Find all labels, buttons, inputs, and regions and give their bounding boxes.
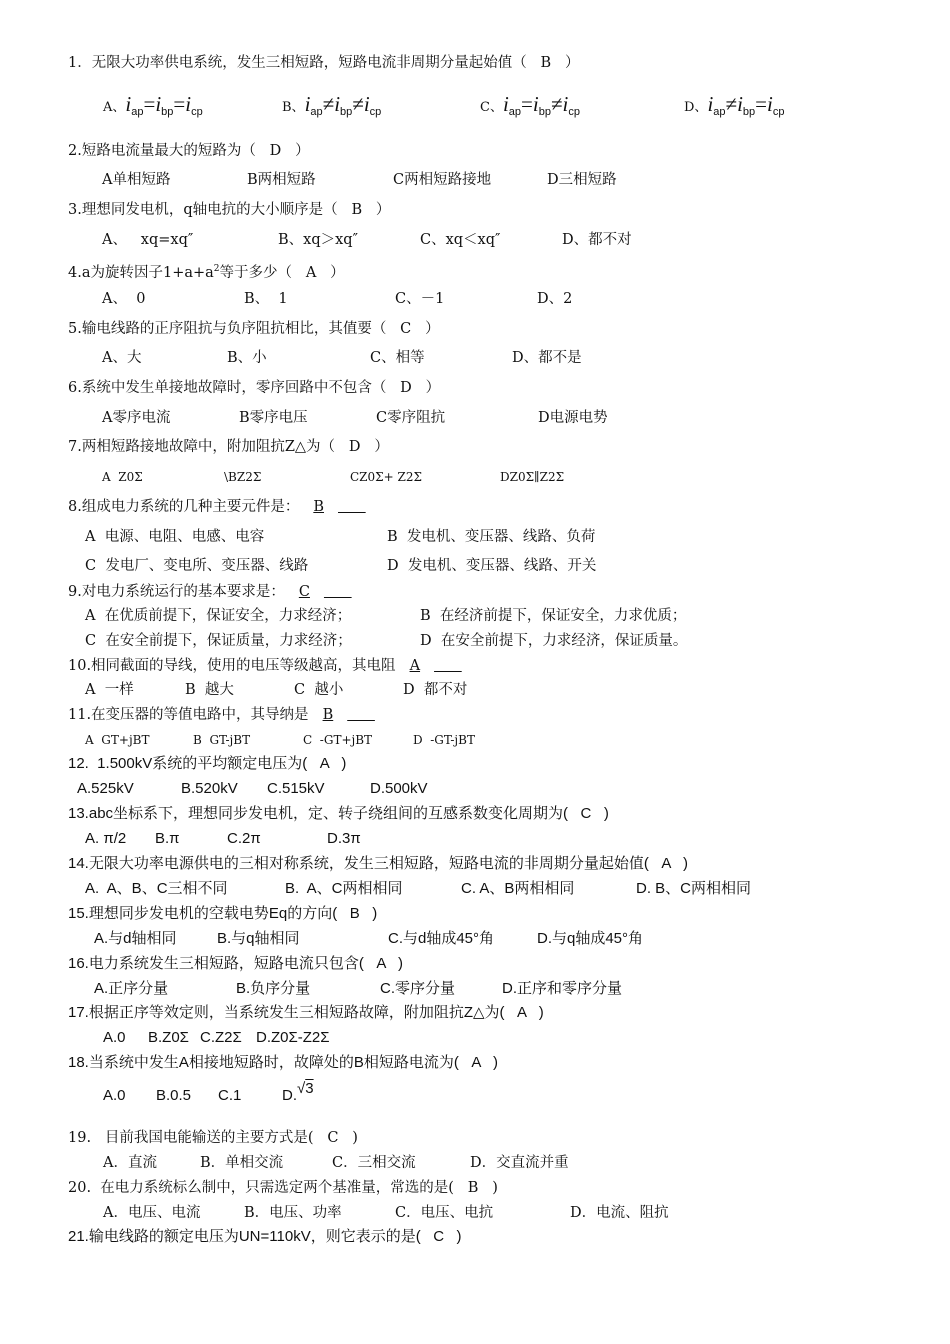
option-b: B. A、C两相相同 <box>285 880 403 897</box>
question-text: 2.短路电流量最大的短路为（ D ） <box>68 143 310 159</box>
question-16-options <box>0 979 950 1003</box>
option-c: C.1 <box>218 1087 242 1104</box>
question-13-options <box>0 829 950 853</box>
question-text: 9.对电力系统运行的基本要求是： C <box>68 582 352 602</box>
question-18 <box>0 1053 950 1077</box>
option-d: D三相短路 <box>547 172 617 188</box>
question-20 <box>0 1178 950 1202</box>
option-c: C.Z2Σ <box>200 1029 242 1046</box>
option-d: D -GT-jBT <box>413 733 475 747</box>
question-15-options <box>0 929 950 953</box>
option-c: C.515kV <box>267 780 325 797</box>
question-text: 11.在变压器的等值电路中，其导纳是 B <box>68 705 375 725</box>
option-a: A 电源、电阻、电感、电容 <box>85 529 265 545</box>
answer-blank: C <box>298 584 310 600</box>
question-8-options-2 <box>0 556 950 580</box>
option-a: A.525kV <box>77 780 134 797</box>
question-18-options <box>0 1080 950 1110</box>
option-c: C.与d轴成45°角 <box>388 930 495 947</box>
question-text: 17.根据正序等效定则，当系统发生三相短路故障，附加阻抗Z△为( A ) <box>68 1004 544 1021</box>
question-7-options <box>0 467 950 491</box>
option-c: C 越小 <box>294 682 344 698</box>
option-d: D、2 <box>537 291 573 307</box>
option-d: D、$i_{ap}\ne i_{bp}=i_{cp}$ <box>684 92 785 118</box>
question-2-options <box>0 170 950 194</box>
option-a: A、大 <box>102 350 142 366</box>
question-8-options <box>0 527 950 551</box>
option-c: C 发电厂、变电所、变压器、线路 <box>85 558 309 574</box>
option-b: B、小 <box>227 350 267 366</box>
option-b: B两相短路 <box>247 172 316 188</box>
question-text: 12. 1.500kV系统的平均额定电压为( A ) <box>68 755 347 772</box>
option-c: C.零序分量 <box>380 980 456 997</box>
question-text: 10.相同截面的导线，使用的电压等级越高，其电阻 A <box>68 656 462 676</box>
question-text: 20. 在电力系统标么制中，只需选定两个基准量，常选的是( B ) <box>68 1180 498 1196</box>
option-d: DZ0Σ∥Z2Σ <box>500 470 565 484</box>
option-b: B零序电压 <box>239 410 308 426</box>
question-1-options <box>0 84 950 118</box>
question-3-options <box>0 230 950 254</box>
option-d: D．交直流并重 <box>470 1155 569 1171</box>
option-b: B GT-jBT <box>193 733 251 747</box>
question-6 <box>0 378 950 402</box>
answer-blank: A <box>409 658 421 674</box>
option-d: D、都不对 <box>562 232 632 248</box>
question-text: 5.输电线路的正序阻抗与负序阻抗相比，其值要（ C ） <box>68 321 440 337</box>
option-b: B.0.5 <box>156 1087 192 1104</box>
question-10-options <box>0 680 950 704</box>
option-d: D.500kV <box>370 780 428 797</box>
question-8 <box>0 497 950 521</box>
option-c: C -GT+jBT <box>303 733 373 747</box>
option-a: A 一样 <box>85 682 134 698</box>
question-20-options <box>0 1203 950 1227</box>
option-d: D.√3 <box>282 1080 314 1104</box>
option-b: \BZ2Σ <box>224 470 262 484</box>
question-5-options <box>0 348 950 372</box>
option-c: C. A、B两相相同 <box>461 880 575 897</box>
option-d: D 在安全前提下，力求经济，保证质量。 <box>420 633 688 649</box>
question-17 <box>0 1003 950 1027</box>
option-b: B.Z0Σ <box>148 1029 189 1046</box>
option-c: C、xq＜xq″ <box>420 232 501 248</box>
option-c: C、$i_{ap}=i_{bp}\ne i_{cp}$ <box>480 92 580 118</box>
answer-blank: B <box>322 707 334 723</box>
option-b: B.π <box>155 830 180 847</box>
option-c: C、相等 <box>370 350 425 366</box>
option-c: C两相短路接地 <box>393 172 492 188</box>
question-text: 3.理想同发电机，q轴电抗的大小顺序是（ B ） <box>68 202 391 218</box>
option-d: D.Z0Σ-Z2Σ <box>256 1029 330 1046</box>
option-a: A单相短路 <box>102 172 171 188</box>
option-a: A.0 <box>103 1029 126 1046</box>
answer-blank: B <box>313 499 324 515</box>
question-12-options <box>0 779 950 803</box>
question-14-options <box>0 879 950 903</box>
option-a: A.正序分量 <box>94 980 169 997</box>
option-c: C.2π <box>227 830 261 847</box>
option-b: B、$i_{ap}\ne i_{bp}\ne i_{cp}$ <box>282 92 382 118</box>
question-text: 13.abc坐标系下，理想同步发电机，定、转子绕组间的互感系数变化周期为( C ) <box>68 805 609 822</box>
question-16 <box>0 954 950 978</box>
question-text: 7.两相短路接地故障中，附加阻抗Z△为（ D ） <box>68 439 389 455</box>
option-d: D、都不是 <box>512 350 582 366</box>
question-4-options <box>0 289 950 313</box>
question-5 <box>0 319 950 343</box>
question-19 <box>0 1128 950 1152</box>
option-b: B 在经济前提下，保证安全，力求优质； <box>420 608 687 624</box>
question-text: 19. 目前我国电能输送的主要方式是( C ) <box>68 1130 358 1146</box>
question-11-options <box>0 730 950 754</box>
question-11 <box>0 705 950 729</box>
option-a: A. π/2 <box>85 830 127 847</box>
option-b: B、 1 <box>244 291 288 307</box>
question-1 <box>0 53 950 77</box>
option-d: D. B、C两相相同 <box>636 880 752 897</box>
question-text: 8.组成电力系统的几种主要元件是： B <box>68 497 366 517</box>
sqrt-value: 3 <box>305 1080 314 1097</box>
option-b: B、xq＞xq″ <box>278 232 358 248</box>
option-c: C 在安全前提下，保证质量，力求经济； <box>85 633 352 649</box>
question-21 <box>0 1227 950 1251</box>
question-9-options-2 <box>0 631 950 655</box>
question-text: 18.当系统中发生A相接地短路时，故障处的B相短路电流为( A ) <box>68 1054 499 1071</box>
question-6-options <box>0 408 950 432</box>
question-9 <box>0 582 950 606</box>
option-d: D 发电机、变压器、线路、开关 <box>387 558 597 574</box>
option-a: A、$i_{ap}=i_{bp}=i_{cp}$ <box>103 92 203 118</box>
option-c: CZ0Σ+ Z2Σ <box>350 470 422 484</box>
option-c: C．三相交流 <box>332 1155 416 1171</box>
option-b: B.与q轴相同 <box>217 930 300 947</box>
option-a: A 在优质前提下，保证安全，力求经济； <box>85 608 352 624</box>
option-b: B 越大 <box>185 682 234 698</box>
option-a: A.与d轴相同 <box>94 930 177 947</box>
question-text: 15.理想同步发电机的空载电势Eq的方向( B ) <box>68 905 378 922</box>
option-a: A．电压、电流 <box>103 1205 201 1221</box>
option-d: D.3π <box>327 830 361 847</box>
option-d: D.正序和零序分量 <box>502 980 623 997</box>
question-text: 6.系统中发生单接地故障时，零序回路中不包含（ D ） <box>68 380 441 396</box>
question-13 <box>0 804 950 828</box>
option-a: A.0 <box>103 1087 126 1104</box>
option-c: C零序阻抗 <box>376 410 446 426</box>
option-d: D 都不对 <box>403 682 468 698</box>
option-b: B.负序分量 <box>236 980 311 997</box>
option-a: A Z0Σ <box>102 470 143 484</box>
question-text: 4.a为旋转因子$1+a+a^2$等于多少（ A ） <box>68 264 345 281</box>
question-text: 16.电力系统发生三相短路，短路电流只包含( A ) <box>68 955 404 972</box>
option-c: C．电压、电抗 <box>395 1205 494 1221</box>
question-10 <box>0 656 950 680</box>
option-a: A．直流 <box>103 1155 157 1171</box>
question-4 <box>0 259 950 283</box>
question-text: 1．无限大功率供电系统，发生三相短路，短路电流非周期分量起始值（ B ） <box>68 55 580 71</box>
question-text: 14.无限大功率电源供电的三相对称系统，发生三相短路，短路电流的非周期分量起始值( A ) <box>68 855 689 872</box>
option-b: B．电压、功率 <box>244 1205 342 1221</box>
option-b: B 发电机、变压器、线路、负荷 <box>387 529 596 545</box>
question-text: 21.输电线路的额定电压为UN=110kV，则它表示的是( C ) <box>68 1228 462 1245</box>
option-d: D.与q轴成45°角 <box>537 930 644 947</box>
option-a: A. A、B、C三相不同 <box>85 880 228 897</box>
question-3 <box>0 200 950 224</box>
option-d: D．电流、阻抗 <box>570 1205 669 1221</box>
question-9-options <box>0 606 950 630</box>
question-17-options <box>0 1028 950 1052</box>
option-d: D电源电势 <box>538 410 608 426</box>
option-a: A、 0 <box>102 291 146 307</box>
question-15 <box>0 904 950 928</box>
option-a: A、 xq=xq″ <box>102 232 194 248</box>
option-a: A GT+jBT <box>85 733 150 747</box>
question-12 <box>0 754 950 778</box>
question-2 <box>0 141 950 165</box>
option-c: C、－1 <box>395 291 445 307</box>
question-14 <box>0 854 950 878</box>
option-b: B．单相交流 <box>200 1155 284 1171</box>
option-a: A零序电流 <box>102 410 171 426</box>
option-b: B.520kV <box>181 780 238 797</box>
question-19-options <box>0 1153 950 1177</box>
question-7 <box>0 437 950 461</box>
